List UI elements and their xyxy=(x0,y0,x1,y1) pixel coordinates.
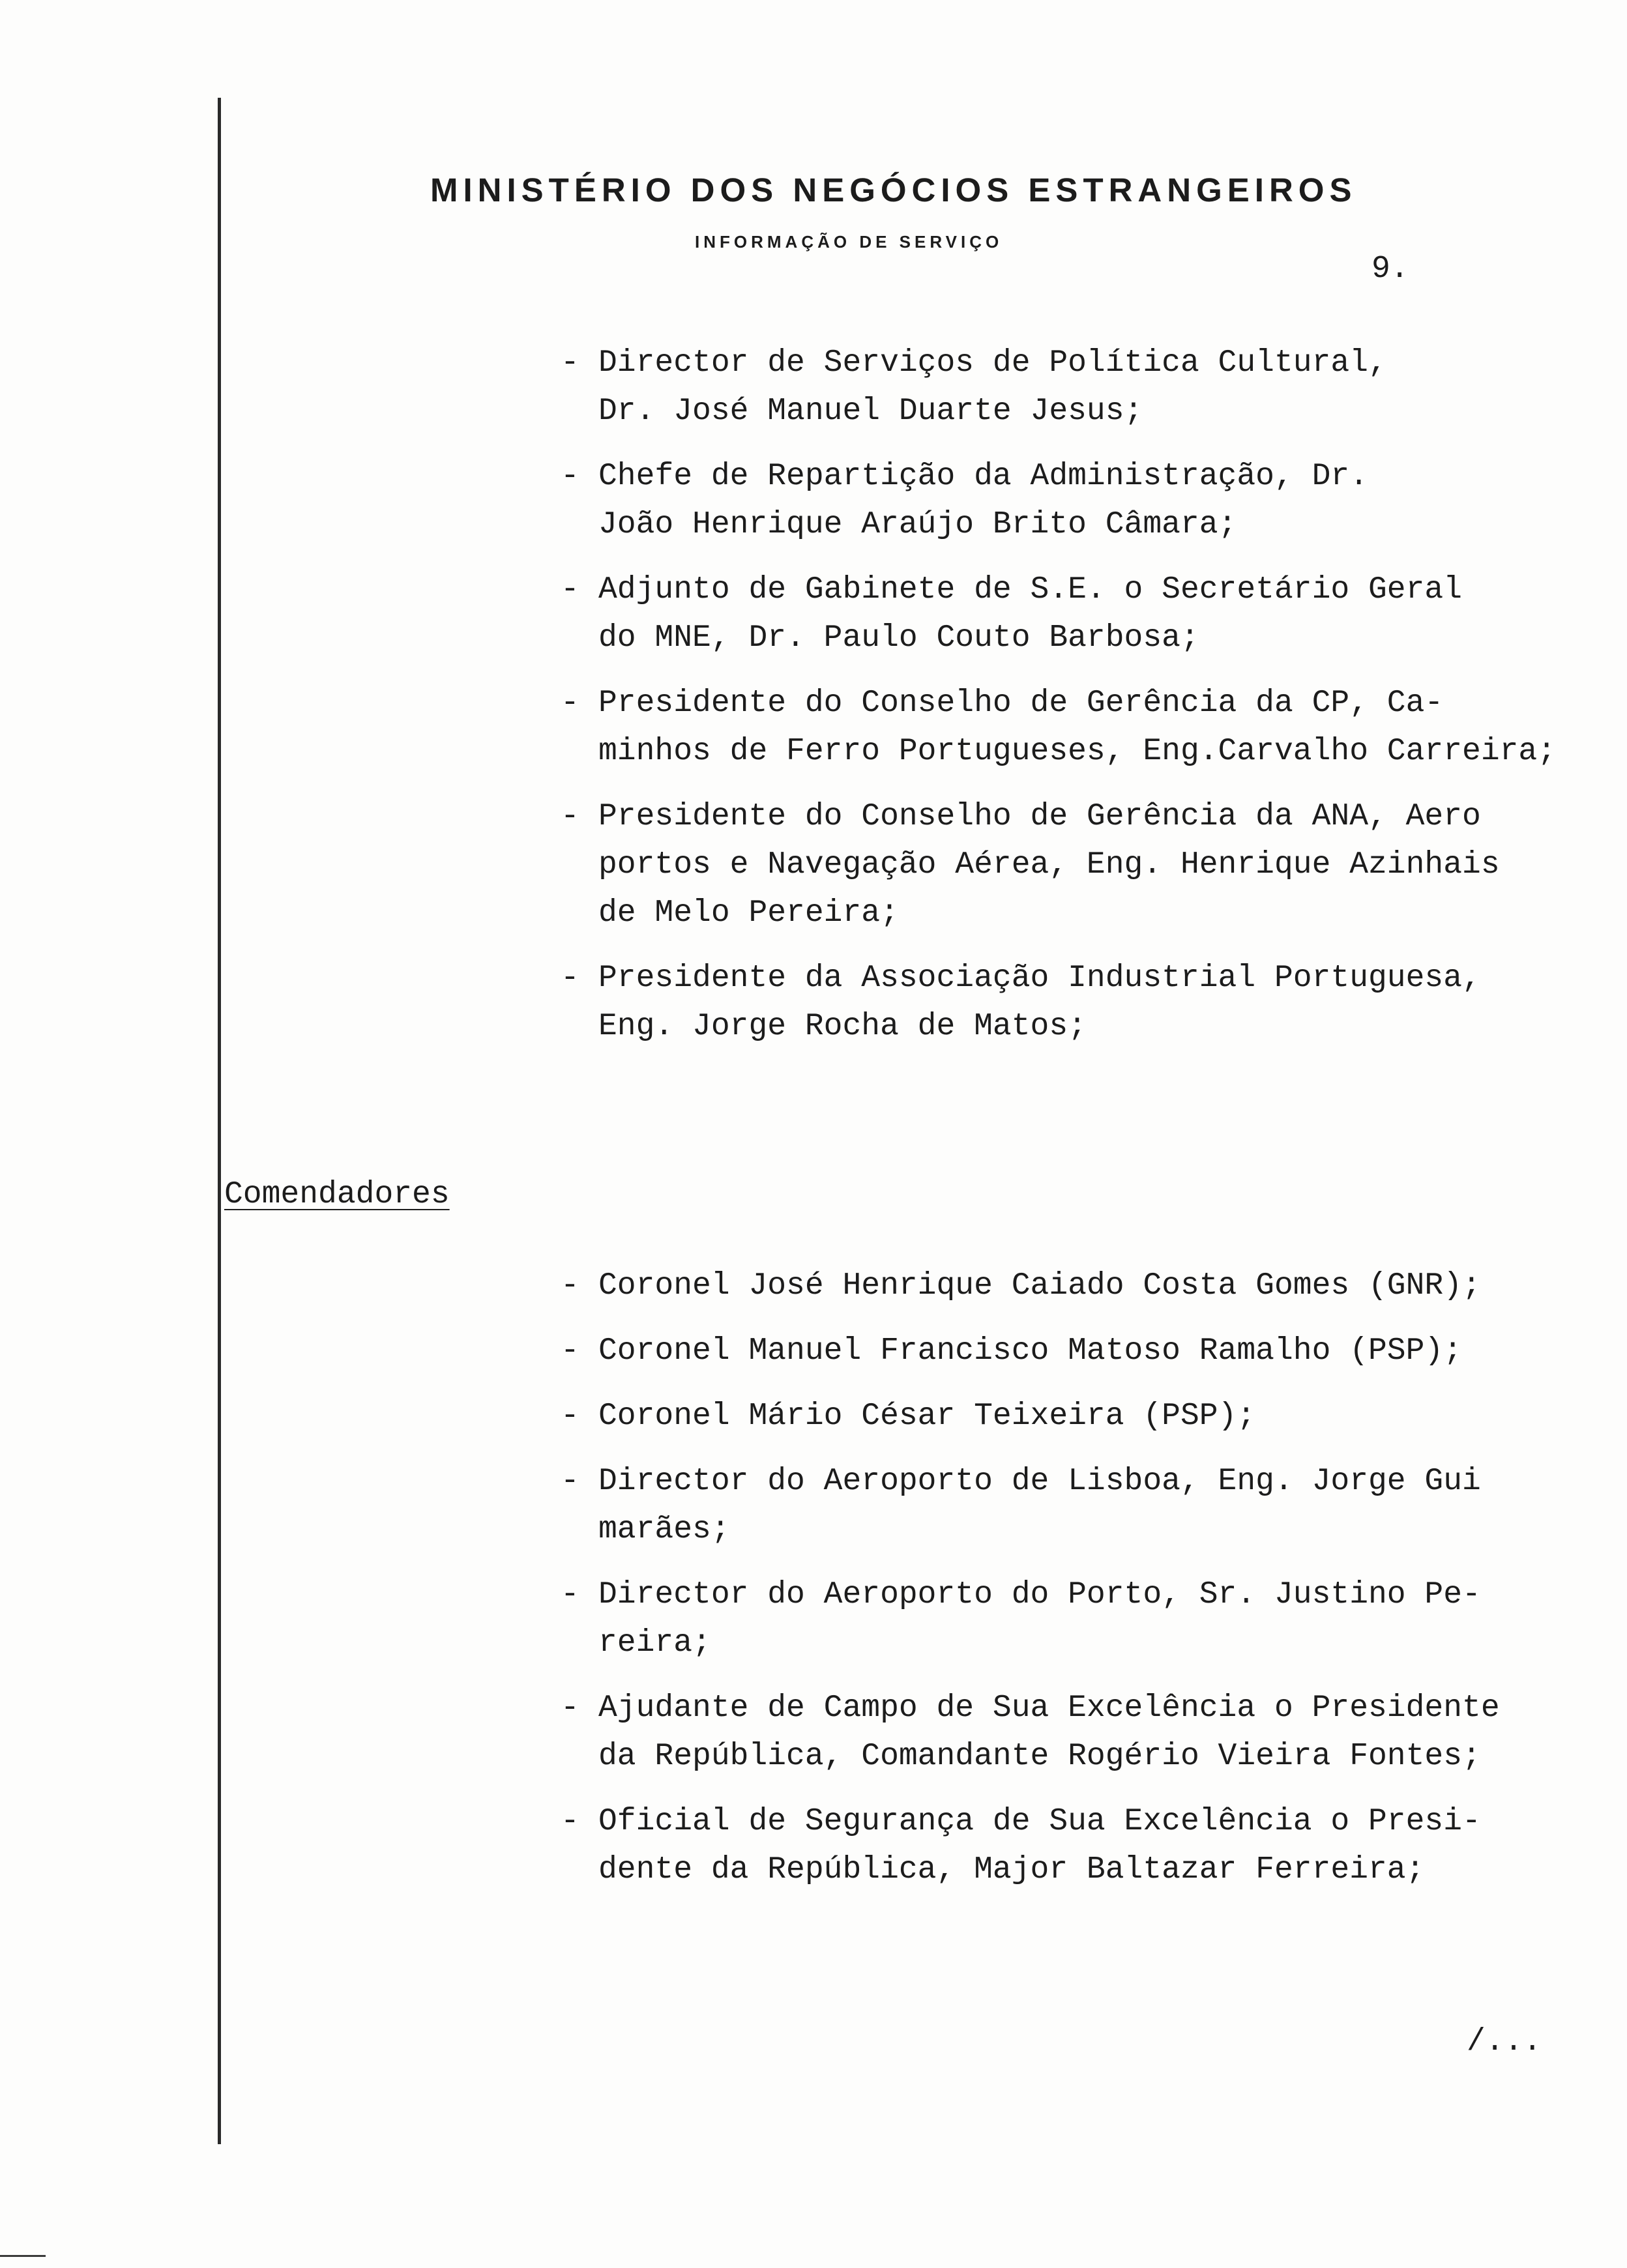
list-item-line: de Melo Pereira; xyxy=(598,895,899,931)
list-item xyxy=(561,1797,1500,1894)
list-dash: - xyxy=(561,459,579,494)
list-dash: - xyxy=(561,345,579,381)
list-item xyxy=(561,679,1556,776)
list-dash: - xyxy=(561,1464,579,1499)
list-item-line: Director de Serviços de Política Cultural, xyxy=(598,345,1387,381)
section-title-comendadores: Comendadores xyxy=(224,1177,450,1212)
list-item-line: Director do Aeroporto do Porto, Sr. Justino Pe- xyxy=(598,1577,1481,1612)
continuation-mark: /... xyxy=(1467,2024,1542,2059)
list-dash: - xyxy=(561,572,579,607)
scan-edge-mark xyxy=(0,2255,46,2257)
list-item xyxy=(561,566,1556,662)
list-dash: - xyxy=(561,799,579,834)
list-item-line: Coronel José Henrique Caiado Costa Gomes (GNR); xyxy=(598,1268,1481,1303)
list-dash: - xyxy=(561,1268,579,1303)
list-item-line: dente da República, Major Baltazar Ferreira; xyxy=(598,1852,1425,1887)
letterhead-title: MINISTÉRIO DOS NEGÓCIOS ESTRANGEIROS xyxy=(430,171,1357,209)
list-item-line: Presidente do Conselho de Gerência da ANA, Aero xyxy=(598,799,1481,834)
list-item-line: Chefe de Repartição da Administração, Dr. xyxy=(598,459,1368,494)
list-item-line: do MNE, Dr. Paulo Couto Barbosa; xyxy=(598,620,1199,656)
list-item xyxy=(561,452,1556,549)
list-dash: - xyxy=(561,1691,579,1726)
list-item xyxy=(561,1684,1500,1781)
list-dash: - xyxy=(561,1333,579,1369)
list-item-line: Ajudante de Campo de Sua Excelência o Presidente xyxy=(598,1691,1500,1726)
list-item-line: Presidente da Associação Industrial Portuguesa, xyxy=(598,961,1481,996)
list-item-line: portos e Navegação Aérea, Eng. Henrique Azinhais xyxy=(598,847,1500,882)
list-dash: - xyxy=(561,961,579,996)
comendadores-list xyxy=(561,1262,1500,1911)
list-item xyxy=(561,954,1556,1051)
list-item-line: marães; xyxy=(598,1512,730,1547)
page-number: 9. xyxy=(1371,252,1409,287)
list-item-line: Adjunto de Gabinete de S.E. o Secretário Geral xyxy=(598,572,1463,607)
honorees-list-top xyxy=(561,339,1556,1068)
list-item-line: Oficial de Segurança de Sua Excelência o Presi- xyxy=(598,1804,1481,1839)
list-item xyxy=(561,1392,1500,1440)
letterhead-subtitle: INFORMAÇÃO DE SERVIÇO xyxy=(695,232,1003,252)
list-item-line: Director do Aeroporto de Lisboa, Eng. Jorge Gui xyxy=(598,1464,1481,1499)
list-item-line: Presidente do Conselho de Gerência da CP, Ca- xyxy=(598,686,1444,721)
list-item-line: minhos de Ferro Portugueses, Eng.Carvalho Carreira; xyxy=(598,734,1557,769)
list-item xyxy=(561,1571,1500,1667)
list-item-line: Coronel Manuel Francisco Matoso Ramalho (PSP); xyxy=(598,1333,1463,1369)
list-item xyxy=(561,792,1556,937)
list-item-line: reira; xyxy=(598,1625,711,1661)
list-item-line: Coronel Mário César Teixeira (PSP); xyxy=(598,1399,1256,1434)
list-dash: - xyxy=(561,1399,579,1434)
list-dash: - xyxy=(561,1804,579,1839)
list-item xyxy=(561,339,1556,435)
list-item-line: Dr. José Manuel Duarte Jesus; xyxy=(598,394,1143,429)
list-item-line: da República, Comandante Rogério Vieira Fontes; xyxy=(598,1739,1481,1774)
margin-rule xyxy=(218,98,221,2144)
list-item xyxy=(561,1457,1500,1554)
list-dash: - xyxy=(561,1577,579,1612)
list-item xyxy=(561,1262,1500,1310)
list-item-line: Eng. Jorge Rocha de Matos; xyxy=(598,1009,1087,1044)
list-dash: - xyxy=(561,686,579,721)
list-item xyxy=(561,1327,1500,1375)
list-item-line: João Henrique Araújo Brito Câmara; xyxy=(598,507,1237,542)
